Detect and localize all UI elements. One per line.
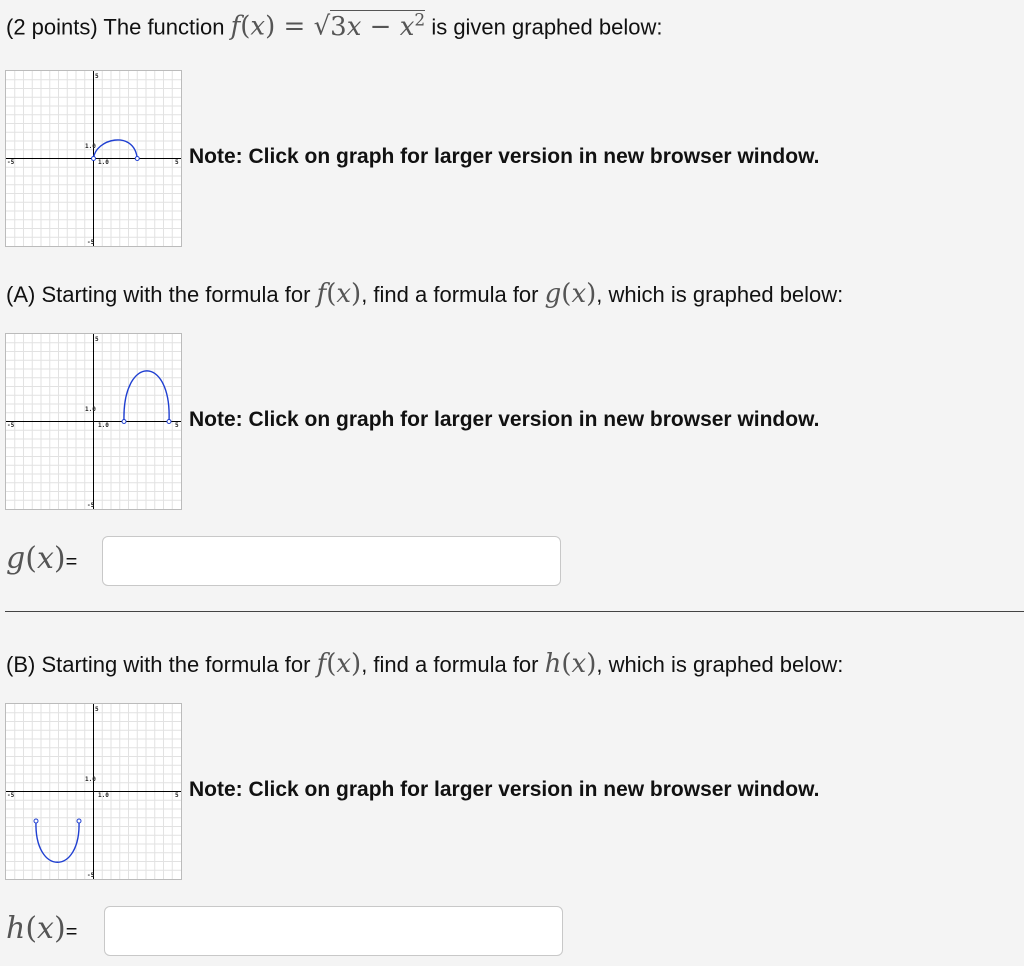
- part-a-prompt: (A) Starting with the formula for f(x), find a formula for g(x), which is graphed below:: [6, 279, 844, 309]
- h-answer-input[interactable]: [104, 906, 563, 956]
- h-curve: [36, 821, 79, 862]
- endpoint-right: [77, 819, 81, 823]
- endpoint-left: [34, 819, 38, 823]
- problem-intro: [6, 10, 662, 42]
- endpoint-left: [92, 157, 96, 161]
- f-curve: [94, 140, 138, 159]
- x-min-label: -5: [7, 422, 15, 429]
- graph-f-svg: [6, 71, 181, 246]
- x-max-label: 5: [175, 422, 179, 429]
- x-tick-label: 1.0: [98, 792, 109, 799]
- g-answer-input[interactable]: [102, 536, 561, 586]
- x-tick-label: 1.0: [98, 422, 109, 429]
- x-max-label: 5: [175, 792, 179, 799]
- graph-h-svg: [6, 704, 181, 879]
- f-of-x: f(x): [316, 649, 362, 679]
- y-tick-label: 1.0: [85, 143, 96, 150]
- y-min-label: -5: [87, 872, 95, 879]
- graph-g-thumbnail[interactable]: [5, 333, 182, 510]
- y-max-label: 5: [95, 73, 99, 80]
- endpoint-right: [167, 420, 171, 424]
- f-formula: $f(x) = √3x - x^2$: [230, 10, 426, 42]
- endpoint-left: [122, 420, 126, 424]
- y-min-label: -5: [87, 239, 95, 246]
- g-answer-label: g(x)=: [6, 541, 78, 576]
- g-curve: [124, 371, 169, 422]
- x-min-label: -5: [7, 792, 15, 799]
- y-tick-label: 1.0: [85, 406, 96, 413]
- y-tick-label: 1.0: [85, 776, 96, 783]
- intro-suffix: is given graphed below:: [431, 14, 663, 40]
- note-graph-g: Note: Click on graph for larger version in new browser window.: [189, 408, 820, 431]
- x-min-label: -5: [7, 159, 15, 166]
- y-max-label: 5: [95, 706, 99, 713]
- note-graph-h: Note: Click on graph for larger version in new browser window.: [189, 778, 820, 801]
- g-of-x: g(x): [544, 279, 597, 309]
- x-tick-label: 1.0: [98, 159, 109, 166]
- h-answer-label: h(x)=: [6, 911, 78, 946]
- y-max-label: 5: [95, 336, 99, 343]
- intro-prefix: (2 points) The function: [6, 14, 225, 40]
- graph-f-thumbnail[interactable]: [5, 70, 182, 247]
- part-b-prompt: (B) Starting with the formula for f(x), find a formula for h(x), which is graphed below:: [6, 649, 844, 679]
- f-of-x: f(x): [316, 279, 362, 309]
- graph-h-thumbnail[interactable]: [5, 703, 182, 880]
- x-max-label: 5: [175, 159, 179, 166]
- section-divider: [5, 611, 1024, 612]
- graph-g-svg: [6, 334, 181, 509]
- h-of-x: h(x): [544, 649, 597, 679]
- y-min-label: -5: [87, 502, 95, 509]
- endpoint-right: [135, 157, 139, 161]
- note-graph-f: Note: Click on graph for larger version in new browser window.: [189, 145, 820, 168]
